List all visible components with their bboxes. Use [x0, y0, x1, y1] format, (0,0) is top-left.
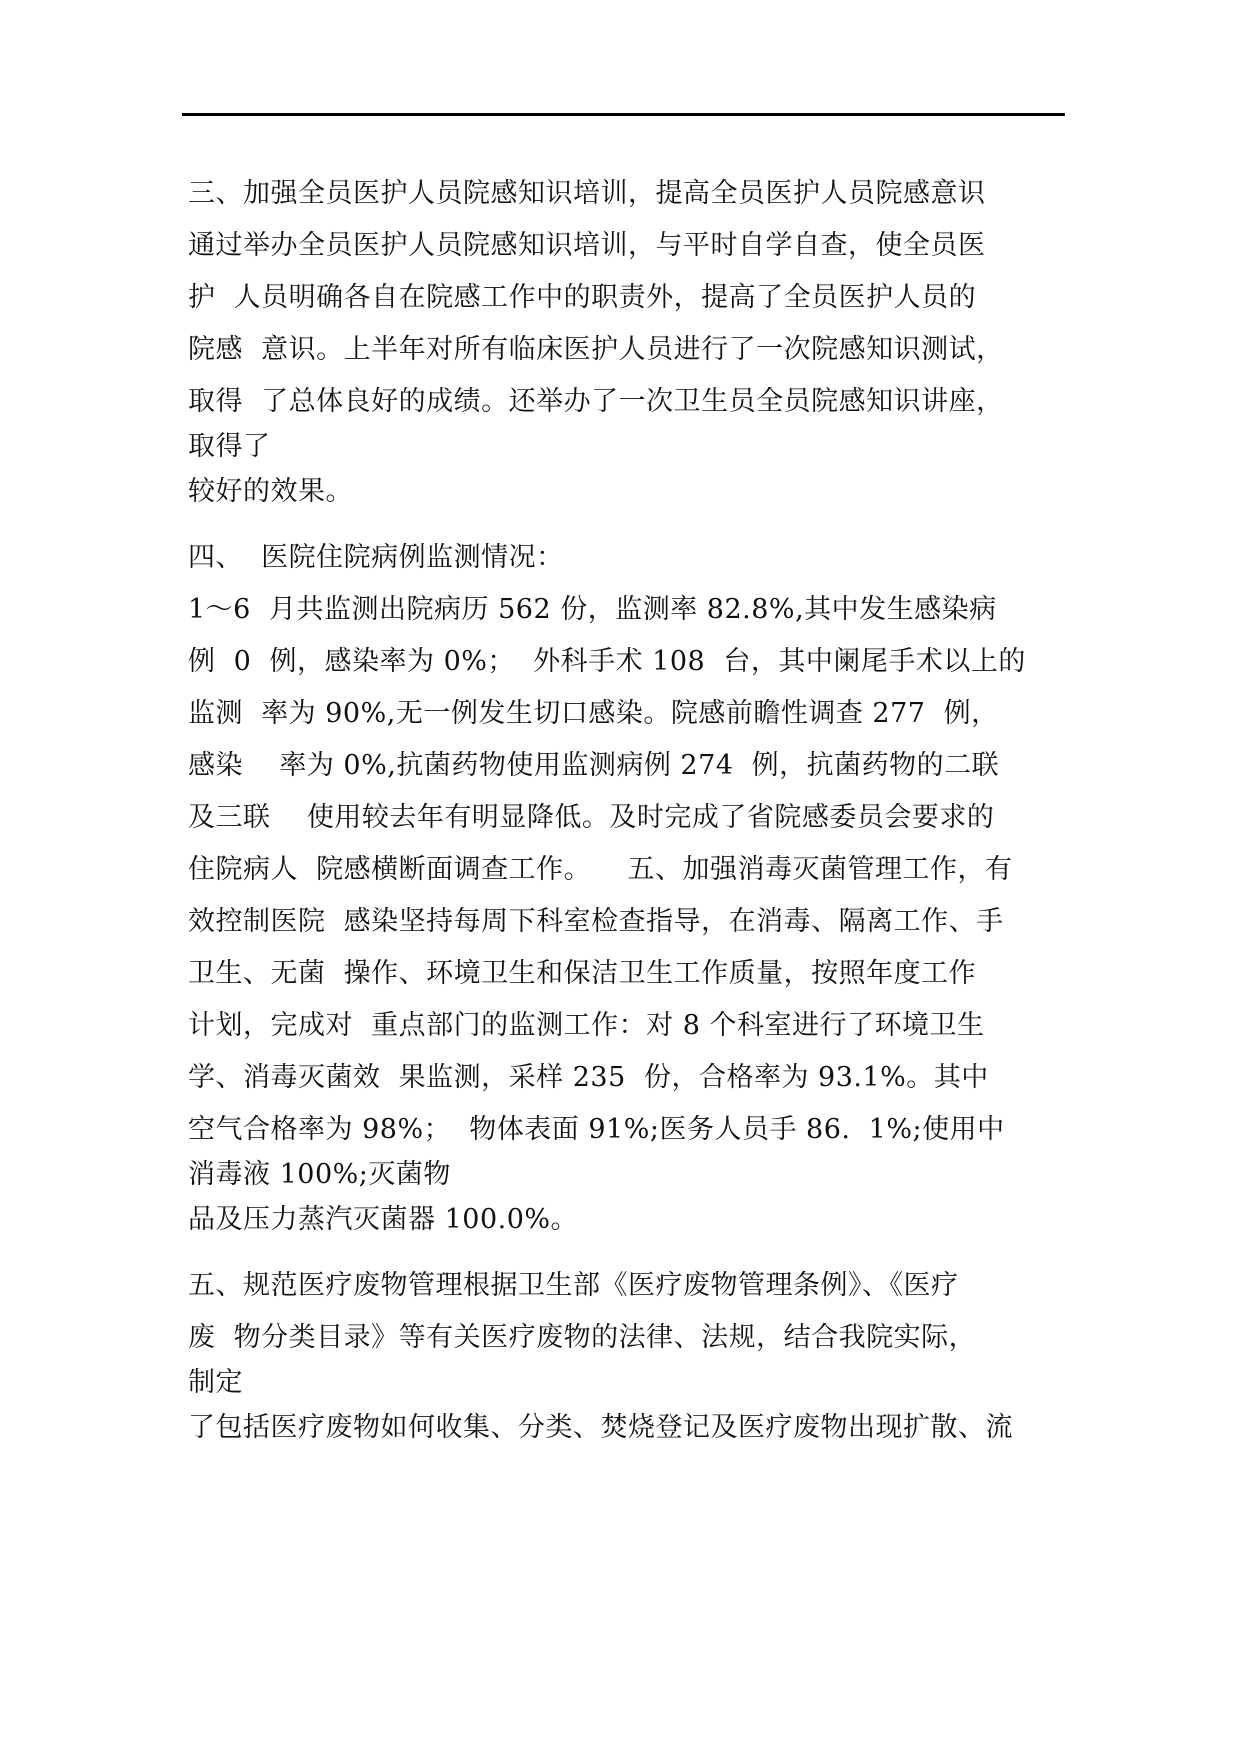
paragraph-line: 较好的效果。	[188, 476, 353, 507]
paragraph-line: 住院病人 院感横断面调查工作。 五、加强消毒灭菌管理工作，有	[188, 854, 1013, 885]
paragraph-line: 废 物分类目录》等有关医疗废物的法律、法规，结合我院实际，	[188, 1322, 977, 1353]
paragraph-line: 通过举办全员医护人员院感知识培训，与平时自学自查，使全员医	[188, 230, 986, 261]
paragraph-line: 护 人员明确各自在院感工作中的职责外，提高了全员医护人员的	[188, 282, 977, 313]
paragraph-line: 品及压力蒸汽灭菌器 100.0%。	[188, 1204, 579, 1235]
paragraph-line: 1～6 月共监测出院病历 562 份，监测率 82.8%,其中发生感染病	[188, 594, 997, 625]
section-3-heading: 三、加强全员医护人员院感知识培训，提高全员医护人员院感意识	[188, 178, 986, 209]
paragraph-line: 取得 了总体良好的成绩。还举办了一次卫生员全员院感知识讲座，	[188, 386, 1004, 417]
paragraph-line: 例 0 例，感染率为 0%； 外科手术 108 台，其中阑尾手术以上的	[188, 646, 1026, 677]
paragraph-line: 卫生、无菌 操作、环境卫生和保洁卫生工作质量，按照年度工作	[188, 958, 977, 989]
section-4-heading: 四、 医院住院病例监测情况：	[188, 542, 564, 573]
paragraph-line: 感染 率为 0%,抗菌药物使用监测病例 274 例，抗菌药物的二联	[188, 750, 1000, 781]
paragraph-line: 及三联 使用较去年有明显降低。及时完成了省院感委员会要求的	[188, 802, 995, 833]
header-rule	[182, 113, 1065, 116]
paragraph-line: 空气合格率为 98%； 物体表面 91%;医务人员手 86. 1%;使用中	[188, 1114, 1005, 1145]
paragraph-line: 学、消毒灭菌效 果监测，采样 235 份，合格率为 93.1%。其中	[188, 1062, 989, 1093]
paragraph-line: 制定	[188, 1367, 243, 1398]
paragraph-line: 取得了	[188, 431, 271, 462]
paragraph-line: 计划，完成对 重点部门的监测工作：对 8 个科室进行了环境卫生	[188, 1010, 985, 1041]
document-body	[188, 168, 1068, 1454]
paragraph-line: 院感 意识。上半年对所有临床医护人员进行了一次院感知识测试，	[188, 334, 1004, 365]
paragraph-line: 了包括医疗废物如何收集、分类、焚烧登记及医疗废物出现扩散、流	[188, 1412, 1013, 1443]
section-5-heading: 五、规范医疗废物管理根据卫生部《医疗废物管理条例》、《医疗	[188, 1270, 959, 1301]
paragraph-line: 消毒液 100%;灭菌物	[188, 1159, 451, 1190]
paragraph-line: 监测 率为 90%,无一例发生切口感染。院感前瞻性调查 277 例，	[188, 698, 999, 729]
paragraph-line: 效控制医院 感染坚持每周下科室检查指导，在消毒、隔离工作、手	[188, 906, 1004, 937]
